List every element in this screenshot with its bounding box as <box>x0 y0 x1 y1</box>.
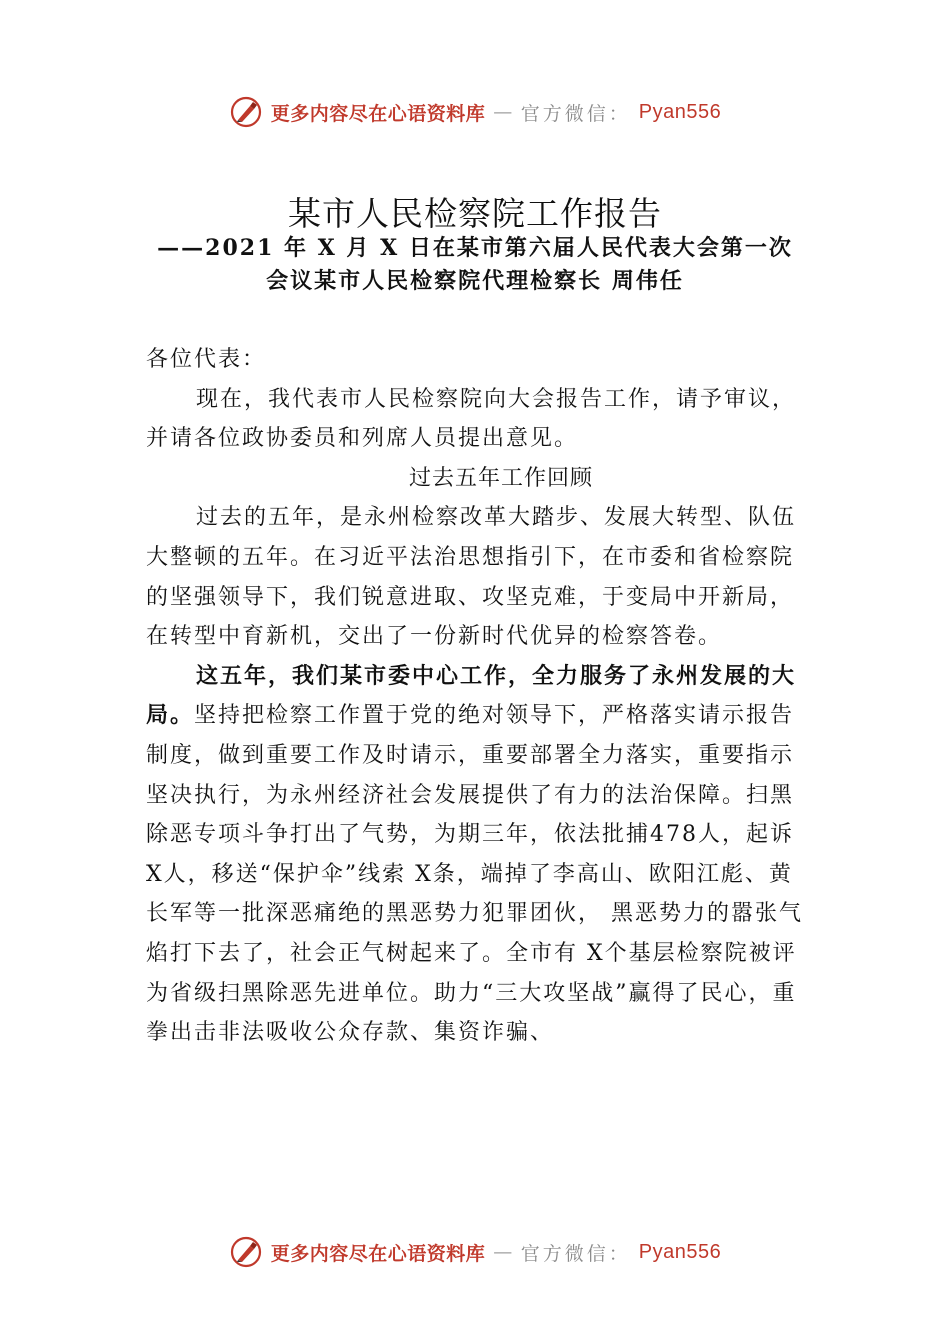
section-heading: 过去五年工作回顾 <box>408 465 593 491</box>
paragraph-service-body: 坚持把检察工作置于党的绝对领导下，严格落实请示报告制度，做到重要工作及时请示，重要部署全力落实，重要指示坚决执行，为永州经济社会发展提供了有力的法治保障。扫黑除恶专项斗争打出了气势，为期三年，依法批捕478人，起诉 X人，移送“保护伞”线索 X条，端掉了李高山、欧阳江彪、黄长军等一批深恶痛绝的黑恶势力犯罪团伙， 黑恶势力的嚣张气焰打下去了，社会正气树起来了。全市有 X个基层检察院被评为省级扫黑除恶先进单位。助力“三大攻坚战”赢得了民心，重拳出击非法吸收公众存款、集资诈骗、 <box>146 703 803 1046</box>
document-title: 某市人民检察院工作报告 <box>288 194 662 233</box>
watermark-header <box>0 92 950 132</box>
intro-paragraph: 现在，我代表市人民检察院向大会报告工作，请予审议，并请各位政协委员和列席人员提出意见。 <box>146 386 797 452</box>
watermark-separator: — <box>493 101 513 123</box>
document-subtitle-line2: 会议某市人民检察院代理检察长 周伟任 <box>266 268 684 294</box>
watermark-brand: 更多内容尽在心语资料库 <box>270 1242 486 1265</box>
pen-circle-logo-icon <box>229 95 263 129</box>
paragraph-review: 过去的五年，是永州检察改革大踏步、发展大转型、队伍大整顿的五年。在习近平法治思想指引下，在市委和省检察院的坚强领导下，我们锐意进取、攻坚克难，于变局中开新局，在转型中育新机，交出了一份新时代优异的检察答卷。 <box>146 505 797 650</box>
document-subtitle-line1: ——2021 年 X 月 X 日在某市第六届人民代表大会第一次 <box>157 235 793 261</box>
watermark-wechat-label: 官方微信： <box>520 1242 631 1265</box>
watermark-separator: — <box>493 1241 513 1263</box>
watermark-footer <box>0 1232 950 1272</box>
watermark-brand: 更多内容尽在心语资料库 <box>270 102 486 125</box>
document-body <box>146 340 806 1053</box>
salutation: 各位代表： <box>146 347 267 372</box>
pen-circle-logo-icon <box>229 1235 263 1269</box>
watermark-wechat-id: Pyan556 <box>638 1240 722 1263</box>
watermark-wechat-id: Pyan556 <box>638 100 722 123</box>
paragraph-service-lead: 这五年，我们某市委中心工作，全力服务了永州发展的大局。 <box>146 662 797 729</box>
paragraph-service <box>146 657 806 1053</box>
watermark-wechat-label: 官方微信： <box>520 102 631 125</box>
